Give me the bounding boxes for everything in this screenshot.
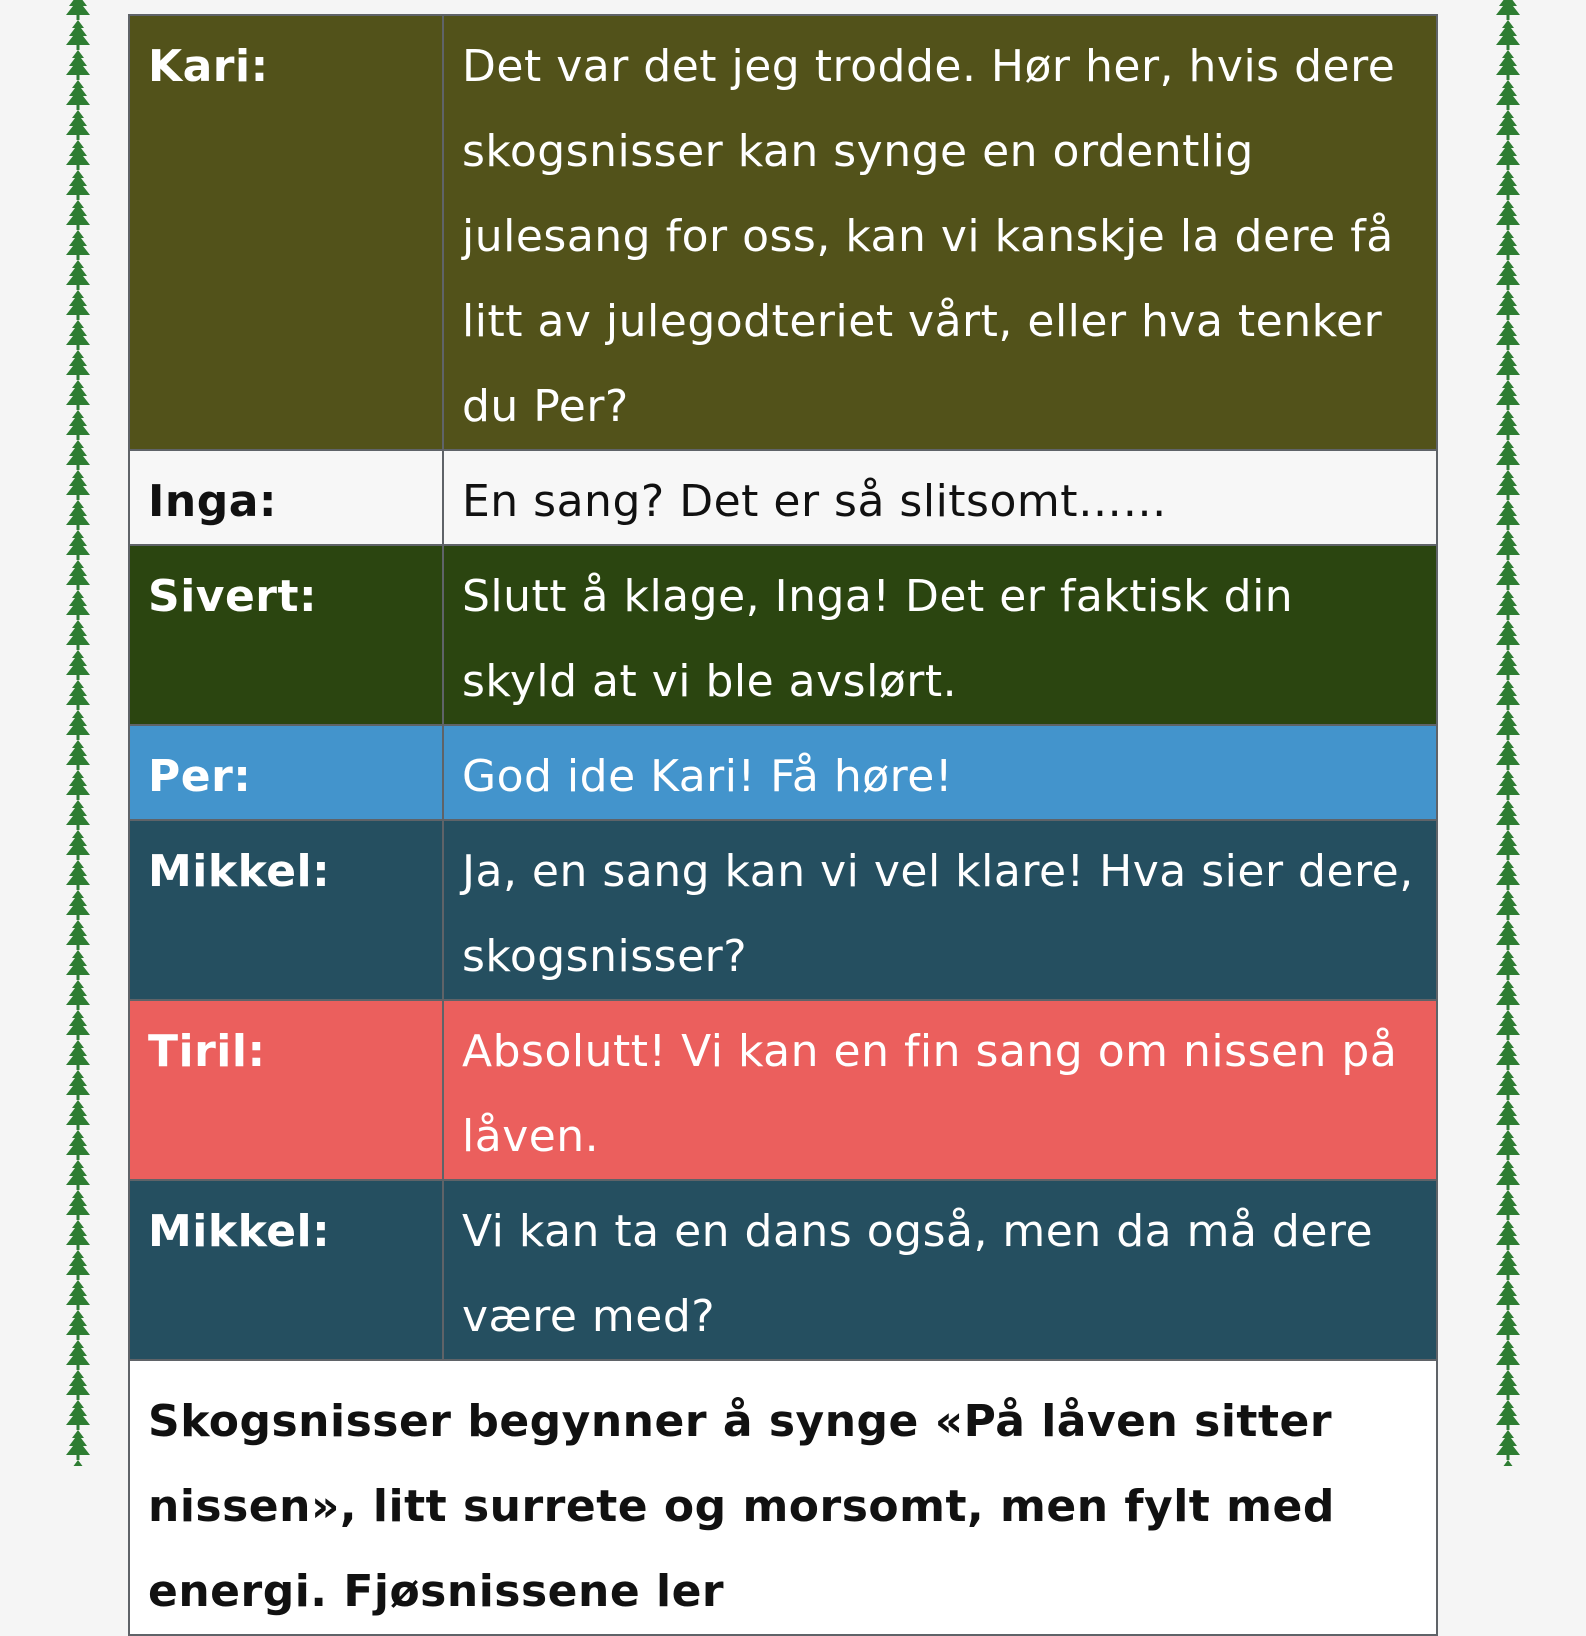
pine-tree-icon — [66, 680, 90, 710]
dialogue-table — [128, 14, 1438, 1636]
pine-tree-icon — [1496, 200, 1520, 230]
pine-tree-icon — [1496, 170, 1520, 200]
pine-tree-icon — [66, 1370, 90, 1400]
pine-tree-icon — [66, 170, 90, 200]
pine-tree-icon — [1496, 260, 1520, 290]
pine-tree-icon — [1496, 1250, 1520, 1280]
pine-tree-icon — [1496, 1010, 1520, 1040]
pine-tree-icon — [1496, 950, 1520, 980]
speaker-name: Sivert: — [129, 545, 443, 725]
pine-tree-icon — [66, 860, 90, 890]
dialogue-line: God ide Kari! Få høre! — [443, 725, 1437, 820]
pine-tree-icon — [1496, 650, 1520, 680]
pine-tree-icon — [66, 1040, 90, 1070]
pine-tree-icon — [66, 110, 90, 140]
pine-tree-icon — [66, 1460, 90, 1466]
pine-tree-icon — [1496, 890, 1520, 920]
dialogue-row — [129, 450, 1437, 545]
stage-direction: Skogsnisser begynner å synge «På låven sitter nissen», litt surrete og morsomt, men fylt med energi. Fjøsnissene ler — [129, 1360, 1437, 1635]
pine-tree-icon — [66, 410, 90, 440]
pine-tree-icon — [66, 380, 90, 410]
pine-tree-icon — [1496, 50, 1520, 80]
speaker-name: Tiril: — [129, 1000, 443, 1180]
pine-tree-icon — [1496, 980, 1520, 1010]
dialogue-row — [129, 15, 1437, 450]
pine-tree-icon — [1496, 20, 1520, 50]
dialogue-line: Absolutt! Vi kan en fin sang om nissen på låven. — [443, 1000, 1437, 1180]
pine-tree-icon — [1496, 290, 1520, 320]
pine-tree-icon — [1496, 1340, 1520, 1370]
pine-tree-icon — [66, 440, 90, 470]
pine-tree-icon — [1496, 770, 1520, 800]
pine-tree-icon — [66, 20, 90, 50]
dialogue-row — [129, 820, 1437, 1000]
pine-tree-icon — [66, 80, 90, 110]
pine-tree-icon — [1496, 1460, 1520, 1466]
right-tree-border — [1488, 0, 1528, 1466]
pine-tree-icon — [66, 320, 90, 350]
pine-tree-icon — [66, 1280, 90, 1310]
pine-tree-icon — [66, 1010, 90, 1040]
pine-tree-icon — [1496, 1400, 1520, 1430]
pine-tree-icon — [1496, 740, 1520, 770]
dialogue-row — [129, 1180, 1437, 1360]
pine-tree-icon — [66, 620, 90, 650]
pine-tree-icon — [1496, 680, 1520, 710]
pine-tree-icon — [1496, 380, 1520, 410]
pine-tree-icon — [66, 290, 90, 320]
pine-tree-icon — [66, 1130, 90, 1160]
dialogue-line: Det var det jeg trodde. Hør her, hvis dere skogsnisser kan synge en ordentlig julesang for oss, kan vi kanskje la dere få litt av julegodteriet vårt, eller hva tenker du Per? — [443, 15, 1437, 450]
pine-tree-icon — [66, 890, 90, 920]
speaker-name: Per: — [129, 725, 443, 820]
pine-tree-icon — [66, 1400, 90, 1430]
pine-tree-icon — [66, 590, 90, 620]
pine-tree-icon — [1496, 1430, 1520, 1460]
pine-tree-icon — [1496, 1160, 1520, 1190]
pine-tree-icon — [1496, 830, 1520, 860]
dialogue-line: Vi kan ta en dans også, men da må dere være med? — [443, 1180, 1437, 1360]
pine-tree-icon — [66, 1100, 90, 1130]
pine-tree-icon — [66, 830, 90, 860]
pine-tree-icon — [66, 1070, 90, 1100]
pine-tree-icon — [66, 710, 90, 740]
pine-tree-icon — [66, 770, 90, 800]
dialogue-line: En sang? Det er så slitsomt…… — [443, 450, 1437, 545]
pine-tree-icon — [1496, 500, 1520, 530]
pine-tree-icon — [1496, 350, 1520, 380]
dialogue-row — [129, 545, 1437, 725]
pine-tree-icon — [66, 500, 90, 530]
pine-tree-icon — [1496, 1040, 1520, 1070]
pine-tree-icon — [66, 1190, 90, 1220]
pine-tree-icon — [66, 50, 90, 80]
speaker-name: Mikkel: — [129, 1180, 443, 1360]
speaker-name: Kari: — [129, 15, 443, 450]
pine-tree-icon — [1496, 1070, 1520, 1100]
pine-tree-icon — [66, 230, 90, 260]
pine-tree-icon — [1496, 410, 1520, 440]
speaker-name: Mikkel: — [129, 820, 443, 1000]
pine-tree-icon — [66, 350, 90, 380]
pine-tree-icon — [66, 530, 90, 560]
pine-tree-icon — [66, 470, 90, 500]
pine-tree-icon — [1496, 1370, 1520, 1400]
left-tree-border — [58, 0, 98, 1466]
pine-tree-icon — [1496, 470, 1520, 500]
pine-tree-icon — [66, 1250, 90, 1280]
pine-tree-icon — [1496, 1220, 1520, 1250]
pine-tree-icon — [66, 740, 90, 770]
pine-tree-icon — [66, 980, 90, 1010]
pine-tree-icon — [1496, 1190, 1520, 1220]
pine-tree-icon — [66, 260, 90, 290]
pine-tree-icon — [1496, 920, 1520, 950]
pine-tree-icon — [1496, 620, 1520, 650]
pine-tree-icon — [1496, 1130, 1520, 1160]
speaker-name: Inga: — [129, 450, 443, 545]
pine-tree-icon — [1496, 590, 1520, 620]
dialogue-line: Ja, en sang kan vi vel klare! Hva sier dere, skogsnisser? — [443, 820, 1437, 1000]
pine-tree-icon — [1496, 710, 1520, 740]
pine-tree-icon — [1496, 0, 1520, 20]
pine-tree-icon — [66, 950, 90, 980]
pine-tree-icon — [1496, 1100, 1520, 1130]
pine-tree-icon — [1496, 440, 1520, 470]
pine-tree-icon — [66, 1220, 90, 1250]
pine-tree-icon — [66, 800, 90, 830]
pine-tree-icon — [1496, 320, 1520, 350]
pine-tree-icon — [1496, 860, 1520, 890]
pine-tree-icon — [66, 140, 90, 170]
pine-tree-icon — [66, 650, 90, 680]
pine-tree-icon — [1496, 800, 1520, 830]
pine-tree-icon — [1496, 1310, 1520, 1340]
pine-tree-icon — [66, 1340, 90, 1370]
stage-direction-row — [129, 1360, 1437, 1635]
dialogue-line: Slutt å klage, Inga! Det er faktisk din skyld at vi ble avslørt. — [443, 545, 1437, 725]
pine-tree-icon — [1496, 530, 1520, 560]
pine-tree-icon — [66, 1430, 90, 1460]
pine-tree-icon — [66, 560, 90, 590]
pine-tree-icon — [1496, 560, 1520, 590]
pine-tree-icon — [66, 920, 90, 950]
pine-tree-icon — [66, 1160, 90, 1190]
pine-tree-icon — [1496, 110, 1520, 140]
pine-tree-icon — [66, 200, 90, 230]
pine-tree-icon — [66, 1310, 90, 1340]
pine-tree-icon — [1496, 230, 1520, 260]
pine-tree-icon — [66, 0, 90, 20]
pine-tree-icon — [1496, 1280, 1520, 1310]
pine-tree-icon — [1496, 140, 1520, 170]
dialogue-row — [129, 1000, 1437, 1180]
dialogue-row — [129, 725, 1437, 820]
pine-tree-icon — [1496, 80, 1520, 110]
